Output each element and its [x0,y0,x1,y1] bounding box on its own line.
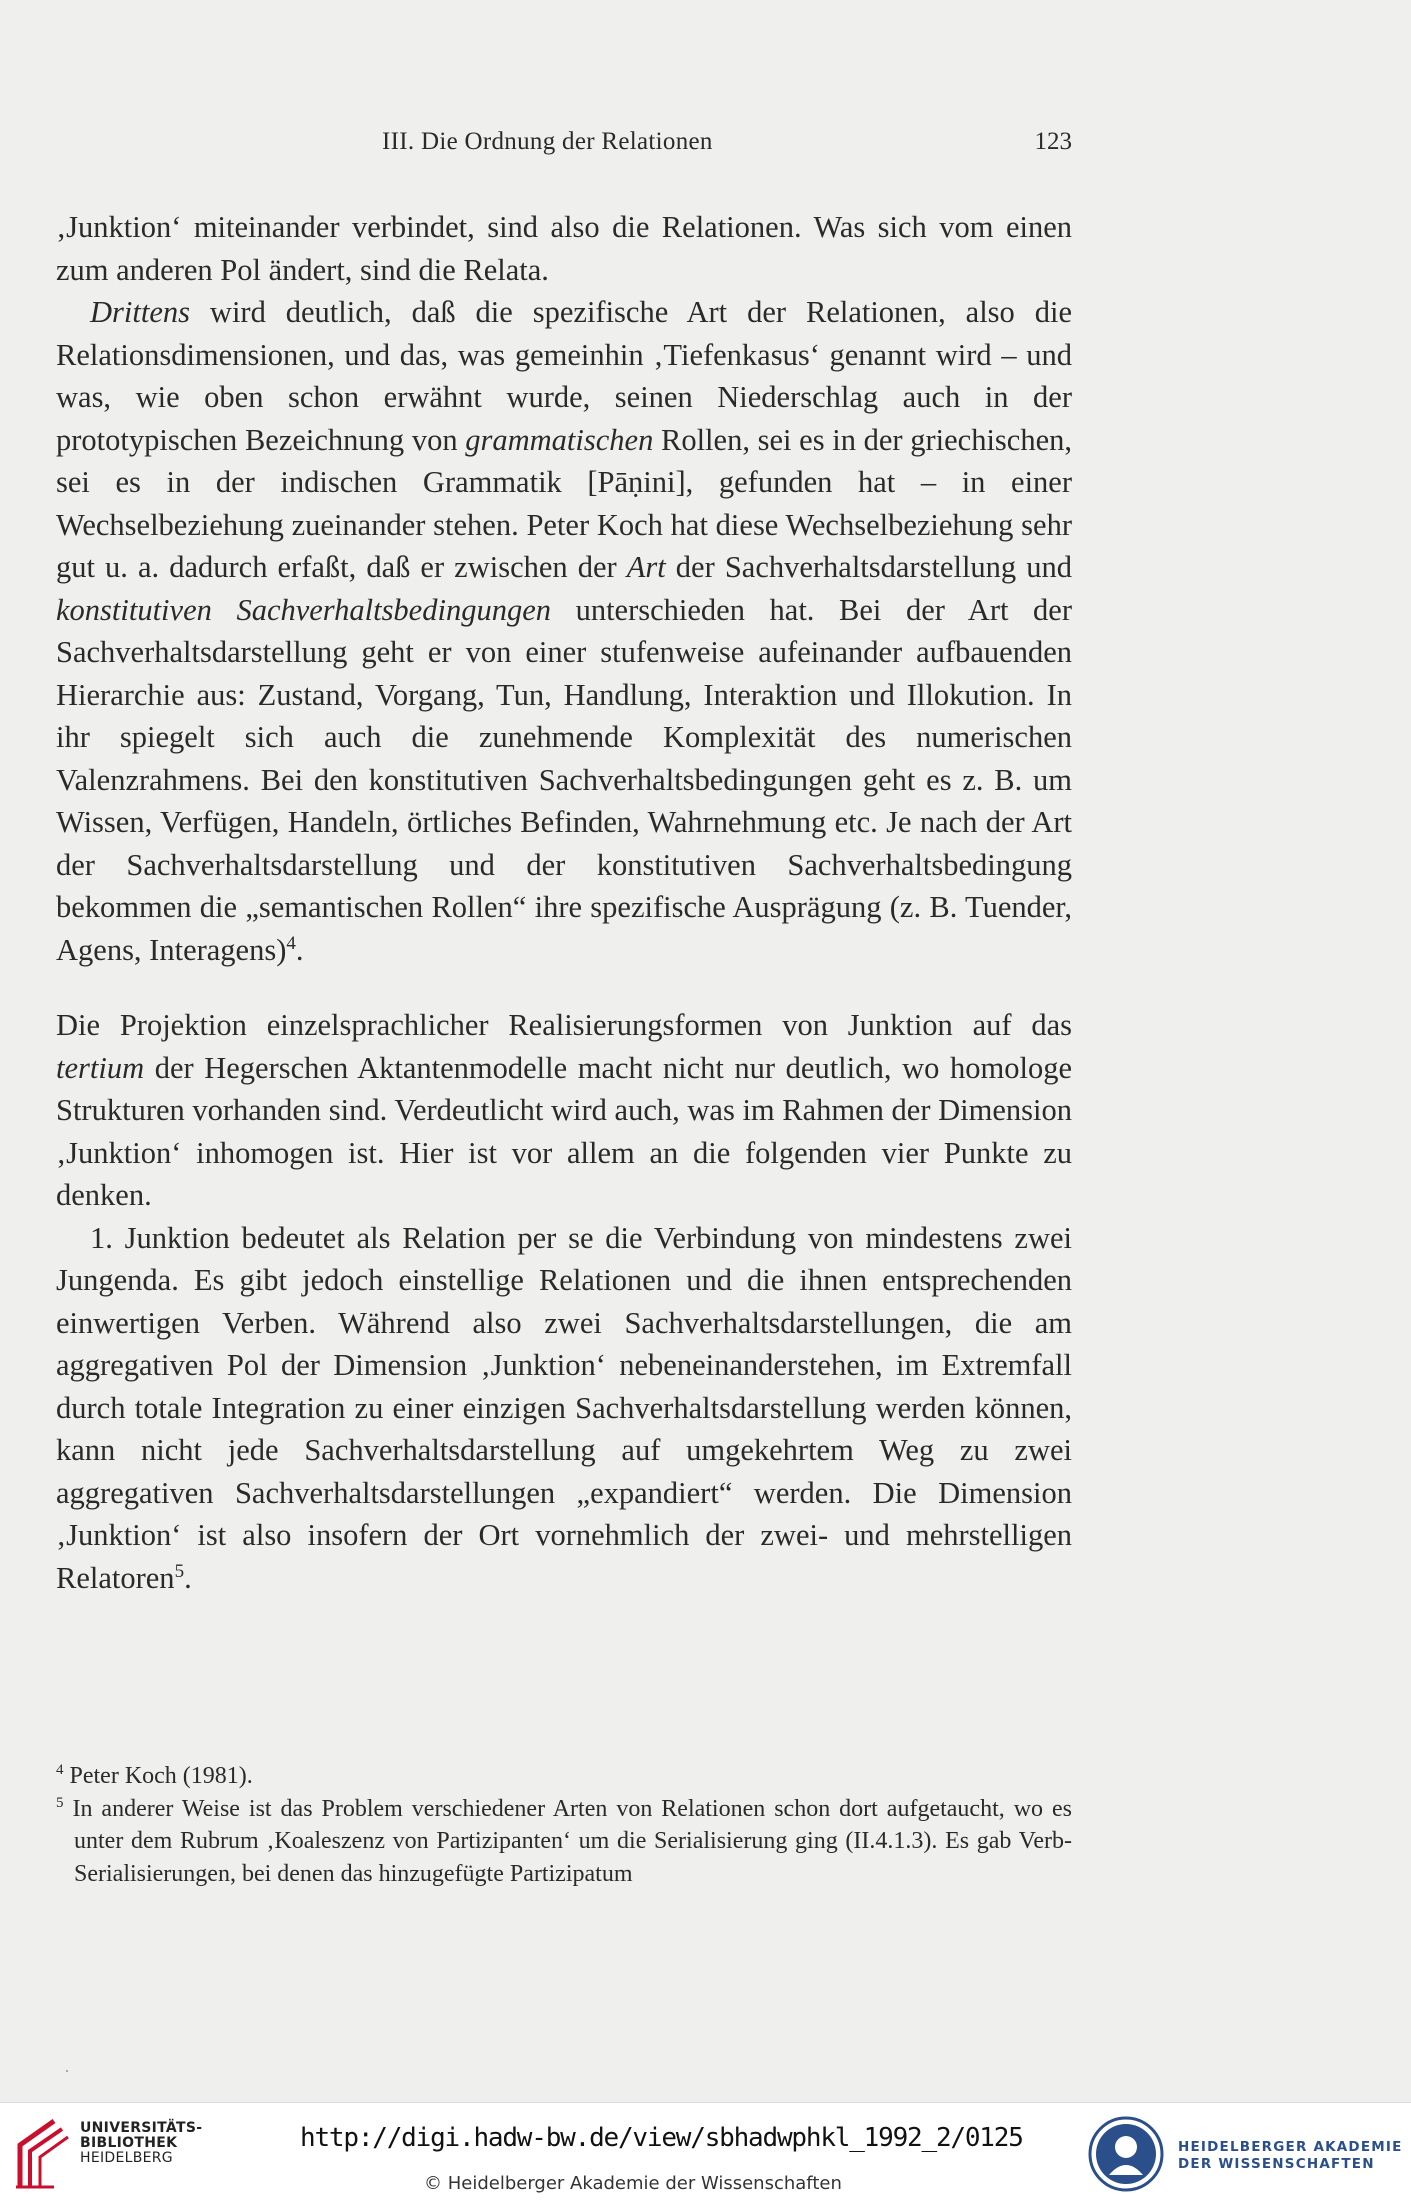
p2-text-c: der Sachverhaltsdarstellung und [665,550,1072,584]
page-number: 123 [1034,128,1072,155]
academy-line-1: HEIDELBERGER AKADEMIE [1178,2139,1403,2155]
paragraph-2 [56,291,1072,971]
p2-text-d: unterschieden hat. Bei der Art der Sachverhaltsdarstellung geht er von einer stufenweise aufeinander aufbauenden Hierarchie aus: Zustand, Vorgang, Tun, Handlung, Interaktion und Illokution. In ihr spiegelt sich auch die zunehmende Komplexität des numerischen Valenzrahmens. Bei den konstitutiven Sachverhaltsbedingungen geht es z. B. um Wissen, Verfügen, Handeln, örtliches Befinden, Wahrnehmung etc. Je nach der Art der Sachverhaltsdarstellung und der konstitutiven Sachverhaltsbedingung bekommen die „semantischen Rollen“ ihre spezifische Ausprägung (z. B. Tuender, Agens, Interagens) [56,592,1072,967]
running-title: III. Die Ordnung der Relationen [382,128,713,155]
footnote-4 [56,1760,1072,1793]
academy-name [1178,2139,1403,2173]
italic-tertium: tertium [56,1050,145,1085]
scan-speck [66,2070,68,2072]
ub-line-3: HEIDELBERG [80,2150,173,2166]
running-header [60,128,1072,168]
footnote-5-text: In anderer Weise ist das Problem verschiedener Arten von Relationen schon dort aufgetaucht, wo es unter dem Rubrum ‚Koaleszenz von Partizipanten‘ um die Serialisierung ging (II.4.1.3). Es gab Verb-Serialisierungen, bei denen das hinzugefügte Partizipatum [63,1795,1072,1887]
italic-konstitutiven: konstitutiven Sachverhaltsbedingungen [56,592,551,627]
ub-line-1: UNIVERSITÄTS- [80,2120,203,2136]
main-text [56,206,1072,1599]
footnote-ref-4[interactable]: 4 [286,932,296,954]
academy-line-2: DER WISSENSCHAFTEN [1178,2156,1375,2172]
footnote-ref-5[interactable]: 5 [174,1560,185,1582]
footer-bar [0,2102,1411,2206]
italic-grammatischen: grammatischen [465,422,654,457]
copyright-notice: © Heidelberger Akademie der Wissenschaften [424,2173,842,2194]
paragraph-1-text: ‚Junktion‘ miteinander verbindet, sind also die Relationen. Was sich vom einen zum anderen Pol ändert, sind die Relata. [56,210,1072,287]
italic-drittens: Drittens [90,295,190,329]
paragraph-1 [56,206,1072,291]
italic-art: Art [626,550,666,584]
p2-text-b: Rollen, sei es in der griechischen, sei es in der indischen Grammatik [Pāṇini], gefunden hat – in einer Wechselbeziehung zueinander stehen. Peter Koch hat diese Wechselbeziehung sehr gut u. a. dadurch erfaßt, daß er zwischen der [56,422,1072,584]
p3-text-b: der Hegerschen Aktantenmodelle macht nicht nur deutlich, wo homologe Strukturen vorhanden sind. Verdeutlicht wird auch, was im Rahmen der Dimension ‚Junktion‘ inhomogen ist. Hier ist vor allem an die folgenden vier Punkte zu denken. [56,1050,1072,1212]
footnote-5-mark: 5 [56,1794,64,1811]
paragraph-4 [56,1217,1072,1600]
paragraph-3 [56,1004,1072,1217]
p2-end: . [295,932,304,967]
footnote-4-text: Peter Koch (1981). [63,1763,253,1789]
university-library-name [80,2121,202,2166]
footnotes [56,1760,1072,1890]
footnote-4-mark: 4 [56,1762,64,1778]
p2-text-a: wird deutlich, daß die spezifische Art der Relationen, also die Relationsdimensionen, und das, was gemeinhin ‚Tiefenkasus‘ genannt wird – und was, wie oben schon erwähnt wurde, seinen Niederschlag auch in der prototypischen Bezeichnung von [56,295,1072,457]
ub-line-2: BIBLIOTHEK [80,2135,178,2151]
p3-text-a: Die Projektion einzelsprachlicher Realisierungsformen von Junktion auf das [56,1008,1072,1042]
university-library-logo-icon[interactable] [14,2117,70,2189]
footnote-5 [56,1793,1072,1891]
academy-seal-icon[interactable] [1087,2115,1165,2193]
p4-text-a: 1. Junktion bedeutet als Relation per se die Verbindung von mindestens zwei Jungenda. Es gibt jedoch einstellige Relationen und die ihnen entsprechenden einwertigen Verben. Während also zwei Sachverhaltsdarstellungen, die am aggregativen Pol der Dimension ‚Junktion‘ nebeneinanderstehen, im Extremfall durch totale Integration zu einer einzigen Sachverhaltsdarstellung werden können, kann nicht jede Sachverhaltsdarstellung auf umgekehrtem Weg zu zwei aggregativen Sachverhaltsdarstellungen „expandiert“ werden. Die Dimension ‚Junktion‘ ist also insofern der Ort vornehmlich der zwei- und mehrstelligen Relatoren [56,1220,1072,1595]
permalink-url[interactable]: http://digi.hadw-bw.de/view/sbhadwphkl_1992_2/0125 [300,2123,1023,2153]
p4-end: . [184,1560,192,1595]
